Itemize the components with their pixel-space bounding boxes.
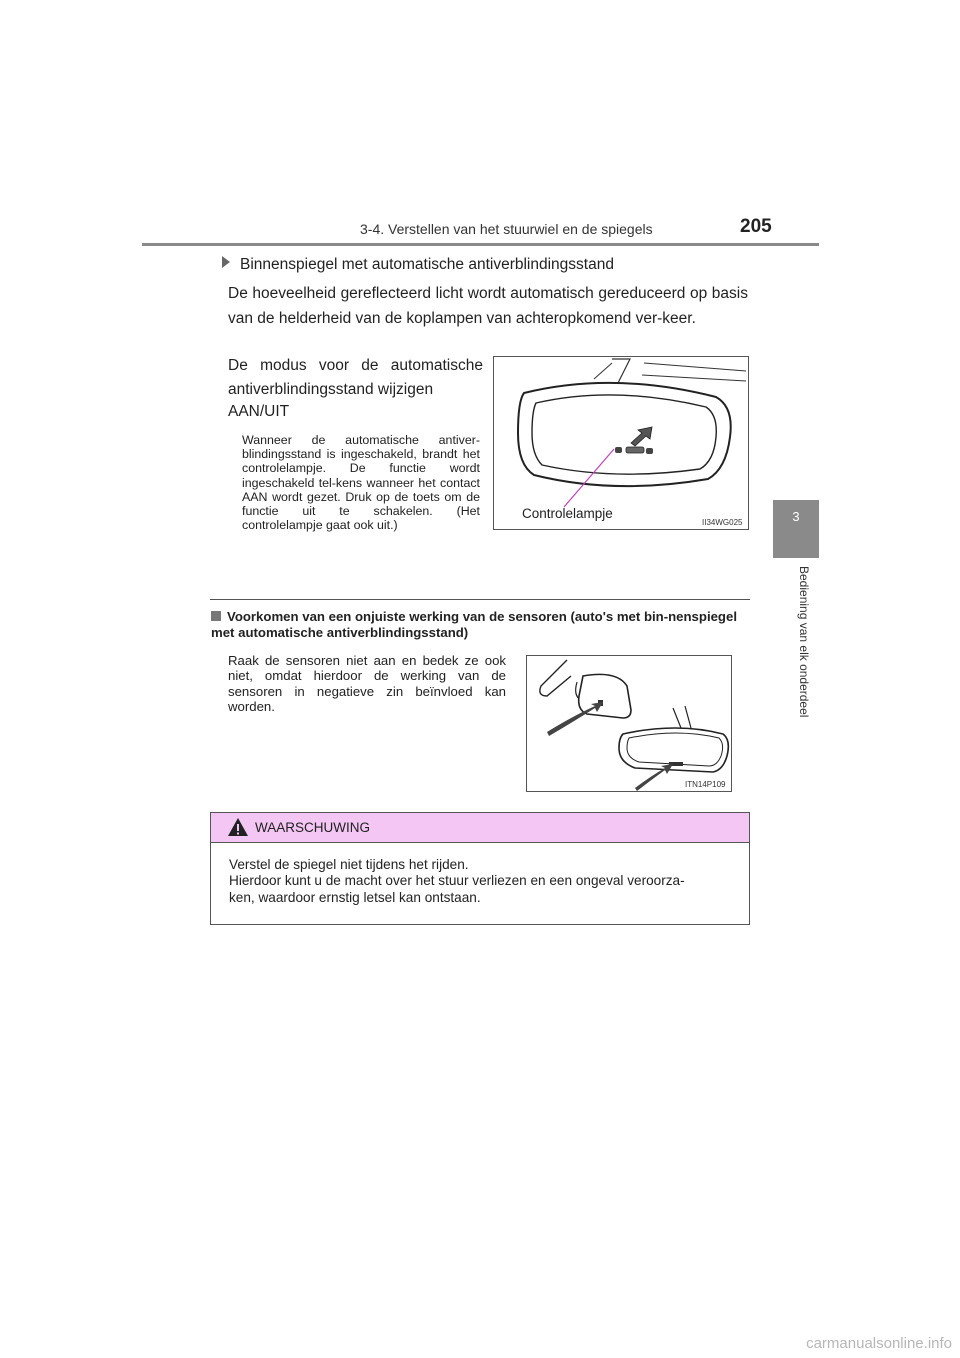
section-heading [211,609,751,640]
mirror-illustration [494,357,748,529]
mirror-figure [493,356,749,530]
sensor-figure [526,655,732,792]
triangle-bullet-icon [222,256,230,268]
warning-triangle-icon [227,817,249,837]
section-body: Raak de sensoren niet aan en bedek ze ook niet, omdat hierdoor de werking van de sensoren in negatieve zin beïnvloed kan worden. [228,653,506,714]
sensor-illustration [527,656,731,791]
page-number: 205 [740,216,772,237]
warning-line: Verstel de spiegel niet tijdens het rijden. [229,857,469,872]
warning-label: WAARSCHUWING [255,820,370,835]
chapter-label: Bediening van elk onderdeel [797,566,811,718]
section-heading-text: Voorkomen van een onjuiste werking van de sensoren (auto's met bin-nenspiegel met automatische antiverblindingsstand) [211,609,737,640]
watermark: carmanualsonline.info [806,1335,952,1352]
chapter-tab [773,500,819,558]
subsection-heading-text: Binnenspiegel met automatische antiverblindingsstand [240,256,614,273]
header-rule [142,243,819,246]
warning-line: ken, waardoor ernstig letsel kan ontstaan. [229,889,481,905]
subsection-heading [222,256,614,274]
mode-description: Wanneer de automatische antiver-blindingsstand is ingeschakeld, brandt het controlelampje. De functie wordt ingeschakeld tel-kens wanneer het contact AAN wordt gezet. Druk op de toets om de functie uit te schakelen. (Het controlelampje gaat ook uit.) [242,433,480,533]
intro-paragraph: De hoeveelheid gereflecteerd licht wordt automatisch gereduceerd op basis van de helderheid van de koplampen van achteropkomend ver-keer. [228,285,748,327]
callout-label: Controlelampje [522,506,613,521]
mode-onoff: AAN/UIT [228,403,290,420]
figure-code: ITN14P109 [685,780,726,789]
chapter-number: 3 [792,509,800,524]
mode-title: De modus voor de automatische antiverblindingsstand wijzigen [228,357,483,398]
square-bullet-icon [211,611,221,621]
warning-body [229,857,744,906]
section-rule [210,599,750,600]
warning-header [211,813,749,843]
running-header-title: 3-4. Verstellen van het stuurwiel en de spiegels [360,221,653,237]
warning-line: Hierdoor kunt u de macht over het stuur verliezen en een ongeval veroorza- [229,873,685,889]
warning-box [210,812,750,925]
figure-code: II34WG025 [702,518,743,527]
